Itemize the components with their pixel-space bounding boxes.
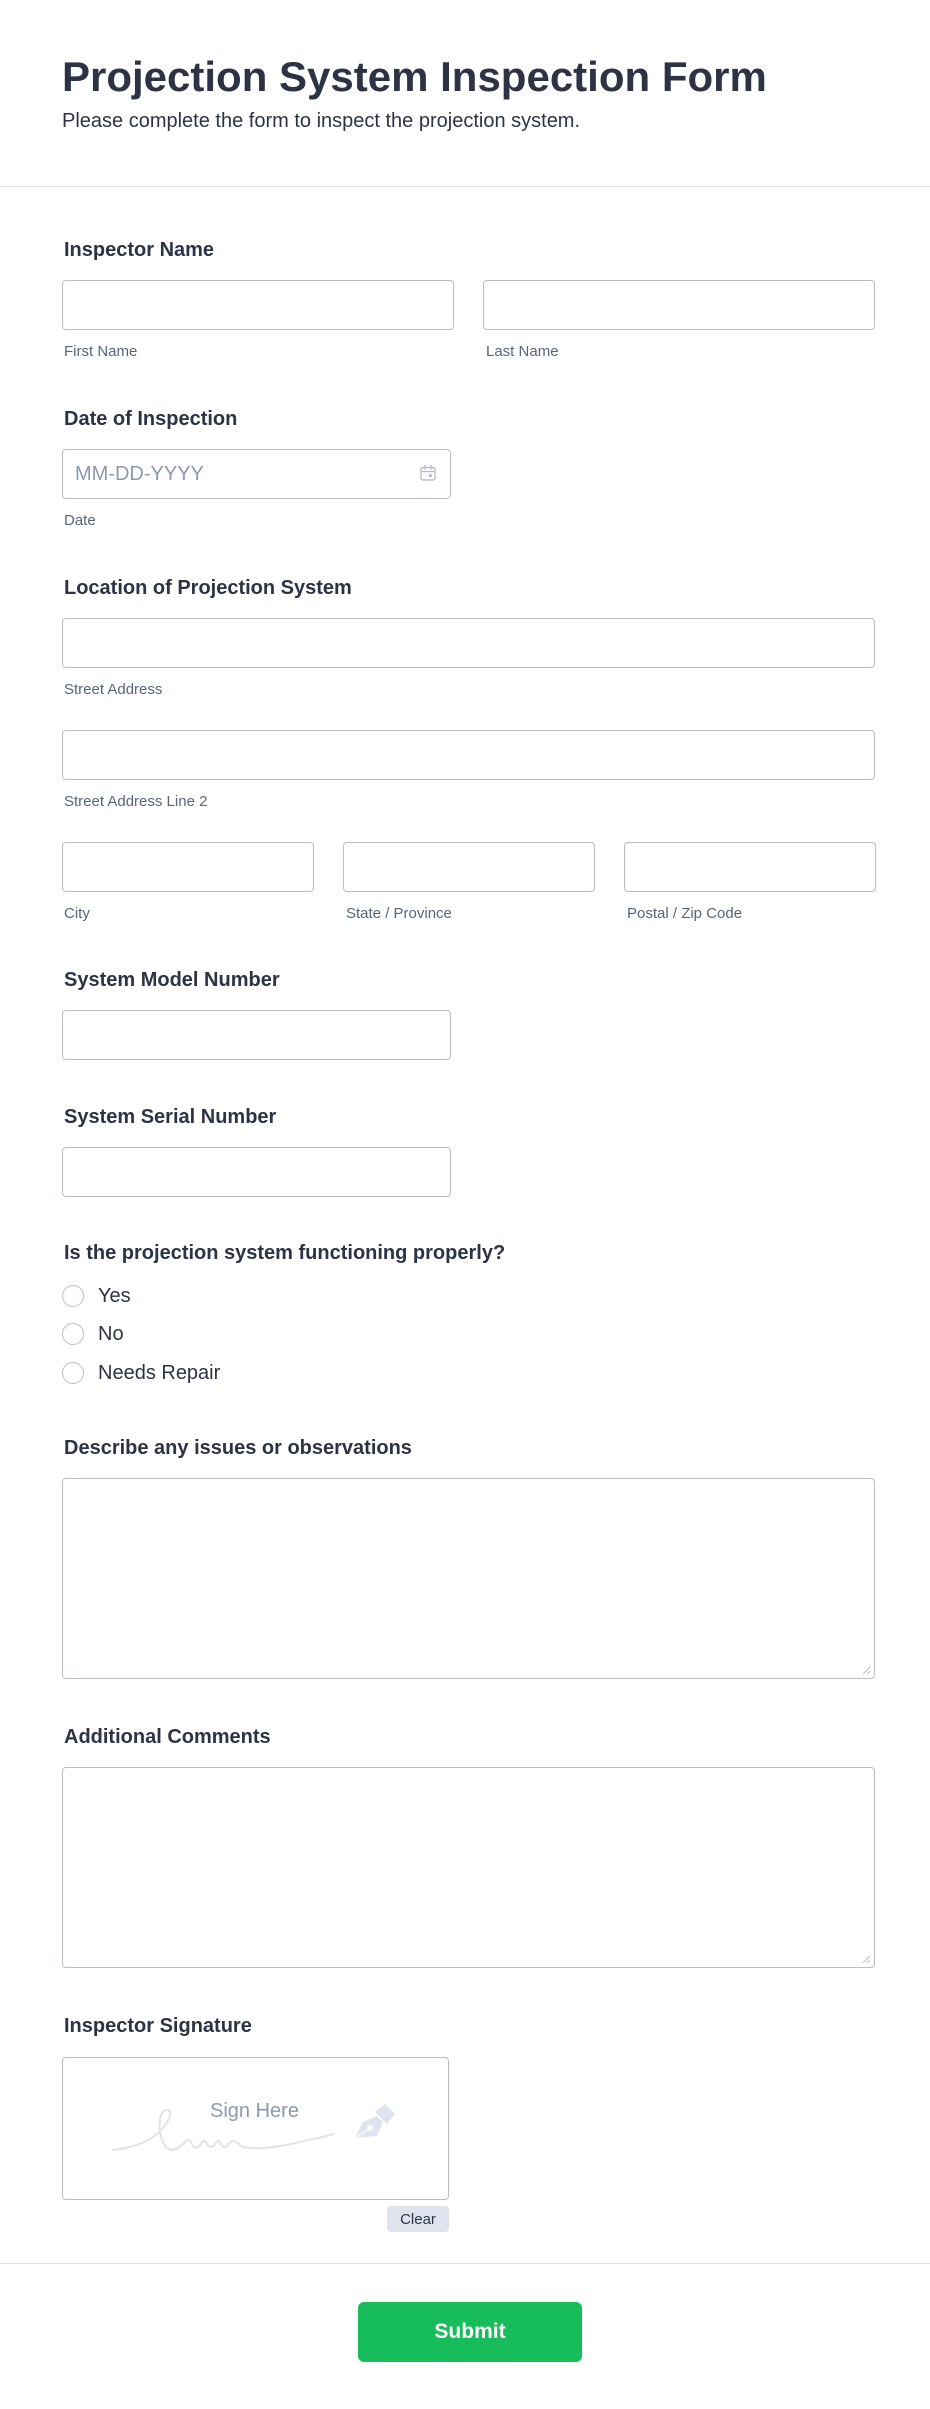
serial-number-label: System Serial Number: [64, 1106, 277, 1128]
date-of-inspection-label: Date of Inspection: [64, 408, 238, 430]
radio-label-no: No: [98, 1322, 124, 1345]
model-number-label: System Model Number: [64, 969, 280, 991]
radio-button[interactable]: [62, 1362, 84, 1384]
resize-handle-icon[interactable]: [861, 1954, 871, 1964]
radio-option-needs-repair[interactable]: [62, 1359, 220, 1387]
comments-label: Additional Comments: [64, 1726, 271, 1748]
radio-label-yes: Yes: [98, 1284, 131, 1307]
radio-option-yes[interactable]: [62, 1282, 131, 1310]
city-sublabel: City: [64, 905, 90, 922]
issues-textarea[interactable]: [62, 1478, 875, 1679]
submit-button[interactable]: Submit: [358, 2302, 582, 2362]
signature-placeholder: Sign Here: [210, 2100, 299, 2122]
serial-number-input[interactable]: [62, 1147, 451, 1197]
first-name-sublabel: First Name: [64, 343, 138, 360]
first-name-input[interactable]: [62, 280, 454, 330]
state-province-input[interactable]: [343, 842, 595, 892]
city-input[interactable]: [62, 842, 314, 892]
form-subtitle: Please complete the form to inspect the projection system.: [62, 110, 581, 132]
pen-icon: [351, 2102, 397, 2142]
radio-button[interactable]: [62, 1323, 84, 1345]
model-number-input[interactable]: [62, 1010, 451, 1060]
inspector-name-label: Inspector Name: [64, 239, 215, 261]
radio-button[interactable]: [62, 1285, 84, 1307]
last-name-input[interactable]: [483, 280, 875, 330]
state-province-sublabel: State / Province: [346, 905, 452, 922]
location-label: Location of Projection System: [64, 577, 352, 599]
last-name-sublabel: Last Name: [486, 343, 559, 360]
comments-textarea[interactable]: [62, 1767, 875, 1968]
radio-option-no[interactable]: [62, 1320, 124, 1348]
calendar-icon[interactable]: [419, 464, 437, 482]
resize-handle-icon[interactable]: [861, 1665, 871, 1675]
form-header: [0, 0, 930, 187]
street-address-sublabel: Street Address: [64, 681, 163, 698]
street-address-input[interactable]: [62, 618, 875, 668]
signature-label: Inspector Signature: [64, 2015, 252, 2037]
street-address-line2-input[interactable]: [62, 730, 875, 780]
form-title: Projection System Inspection Form: [62, 53, 767, 100]
footer-divider: [0, 2263, 930, 2264]
date-input[interactable]: [62, 449, 451, 499]
date-sublabel: Date: [64, 512, 96, 529]
signature-pad[interactable]: [62, 2057, 449, 2200]
street-address-line2-sublabel: Street Address Line 2: [64, 793, 208, 810]
postal-zip-input[interactable]: [624, 842, 876, 892]
functioning-question-label: Is the projection system functioning properly?: [64, 1242, 506, 1264]
clear-signature-button[interactable]: Clear: [387, 2206, 449, 2232]
postal-zip-sublabel: Postal / Zip Code: [627, 905, 743, 922]
radio-label-needs-repair: Needs Repair: [98, 1361, 221, 1384]
issues-label: Describe any issues or observations: [64, 1437, 412, 1459]
